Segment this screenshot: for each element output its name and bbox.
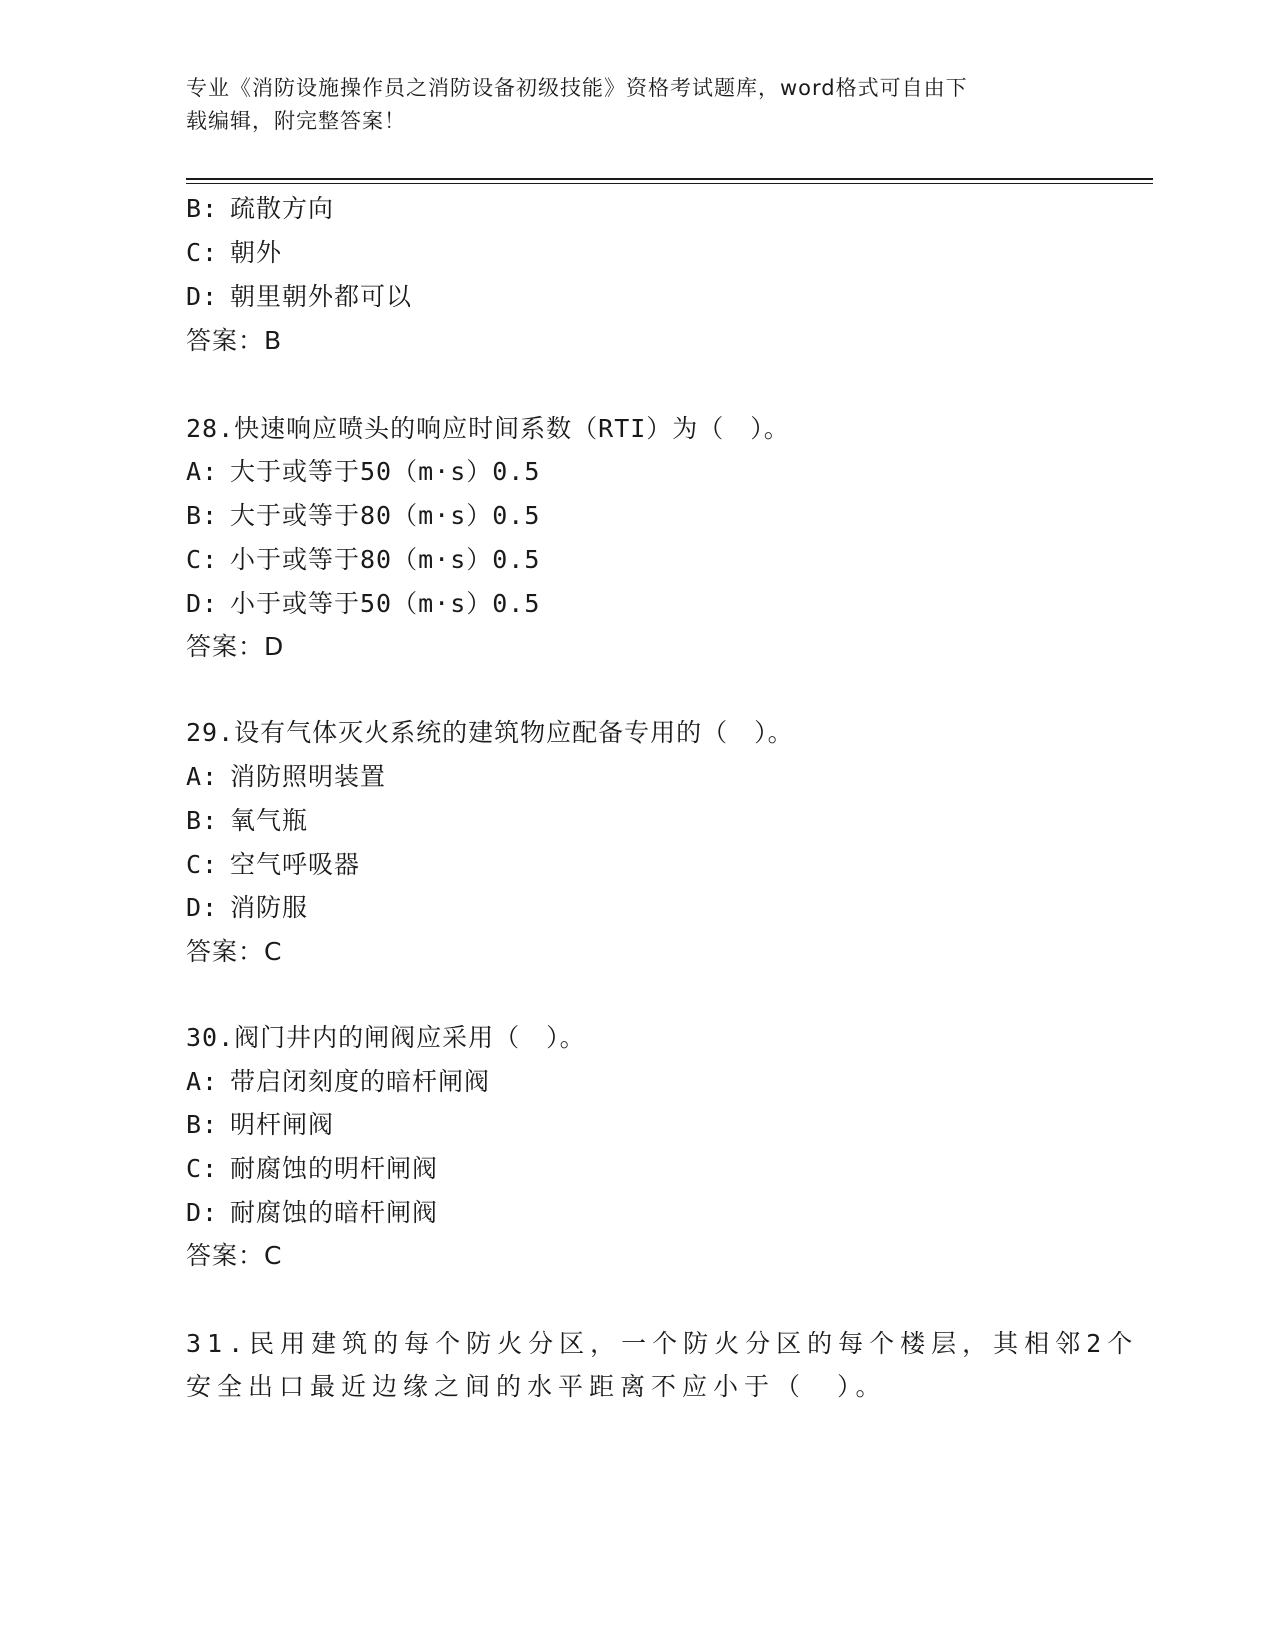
q30-option-a: [186, 1065, 490, 1099]
option-text: 朝里朝外都可以: [230, 282, 413, 311]
option-text: 小于或等于50（m·s）0.5: [230, 589, 541, 618]
document-header: [186, 72, 1086, 138]
option-text: 耐腐蚀的暗杆闸阀: [230, 1198, 439, 1227]
q28-option-a: [186, 455, 540, 489]
option-letter: B:: [186, 806, 219, 835]
q30-option-d: [186, 1196, 438, 1230]
option-text: 明杆闸阀: [230, 1110, 335, 1139]
option-letter: A:: [186, 762, 219, 791]
option-text: 朝外: [230, 238, 283, 267]
q28-option-b: [186, 499, 540, 533]
option-letter: A:: [186, 457, 219, 486]
q28-answer: 答案：D: [186, 632, 285, 661]
q29-answer: 答案：C: [186, 937, 283, 966]
option-text: 耐腐蚀的明杆闸阀: [230, 1154, 439, 1183]
option-letter: C:: [186, 238, 219, 267]
q29-option-a: [186, 760, 386, 794]
option-text: 空气呼吸器: [230, 850, 361, 879]
option-letter: D:: [186, 1198, 219, 1227]
q27-option-c: [186, 236, 282, 270]
q30-option-b: [186, 1108, 334, 1142]
q29-option-b: [186, 804, 308, 838]
option-text: 大于或等于50（m·s）0.5: [230, 457, 541, 486]
option-text: 氧气瓶: [230, 806, 309, 835]
option-letter: C:: [186, 1154, 219, 1183]
q28-option-c: [186, 543, 540, 577]
option-letter: B:: [186, 501, 219, 530]
header-line-2: 载编辑，附完整答案！: [186, 109, 406, 133]
option-text: 消防服: [230, 893, 309, 922]
q30-answer: 答案：C: [186, 1241, 283, 1270]
option-letter: B:: [186, 1110, 219, 1139]
q28-question: 28.快速响应喷头的响应时间系数（RTI）为（ ）。: [186, 414, 790, 443]
q31-question-line-2: 安全出口最近边缘之间的水平距离不应小于（ ）。: [186, 1372, 887, 1401]
option-letter: D:: [186, 589, 219, 618]
header-line-1: 专业《消防设施操作员之消防设备初级技能》资格考试题库，word格式可自由下: [186, 76, 968, 100]
q29-question: 29.设有气体灭火系统的建筑物应配备专用的（ ）。: [186, 718, 794, 747]
header-divider-thin: [186, 183, 1153, 184]
header-divider-thick: [186, 178, 1153, 180]
option-letter: C:: [186, 850, 219, 879]
option-letter: A:: [186, 1067, 219, 1096]
q29-option-d: [186, 891, 308, 925]
option-letter: C:: [186, 545, 219, 574]
option-text: 大于或等于80（m·s）0.5: [230, 501, 541, 530]
q28-option-d: [186, 587, 540, 621]
option-letter: D:: [186, 893, 219, 922]
q27-answer: 答案：B: [186, 326, 283, 355]
q29-option-c: [186, 848, 360, 882]
q27-option-b: [186, 192, 334, 226]
option-text: 带启闭刻度的暗杆闸阀: [230, 1067, 491, 1096]
q27-option-d: [186, 280, 412, 314]
option-letter: B:: [186, 194, 219, 223]
option-text: 小于或等于80（m·s）0.5: [230, 545, 541, 574]
q30-option-c: [186, 1152, 438, 1186]
option-text: 疏散方向: [230, 194, 335, 223]
q31-question-line-1: 31.民用建筑的每个防火分区，一个防火分区的每个楼层，其相邻2个: [186, 1329, 1139, 1358]
option-text: 消防照明装置: [230, 762, 387, 791]
q30-question: 30.阀门井内的闸阀应采用（ ）。: [186, 1023, 586, 1052]
option-letter: D:: [186, 282, 219, 311]
